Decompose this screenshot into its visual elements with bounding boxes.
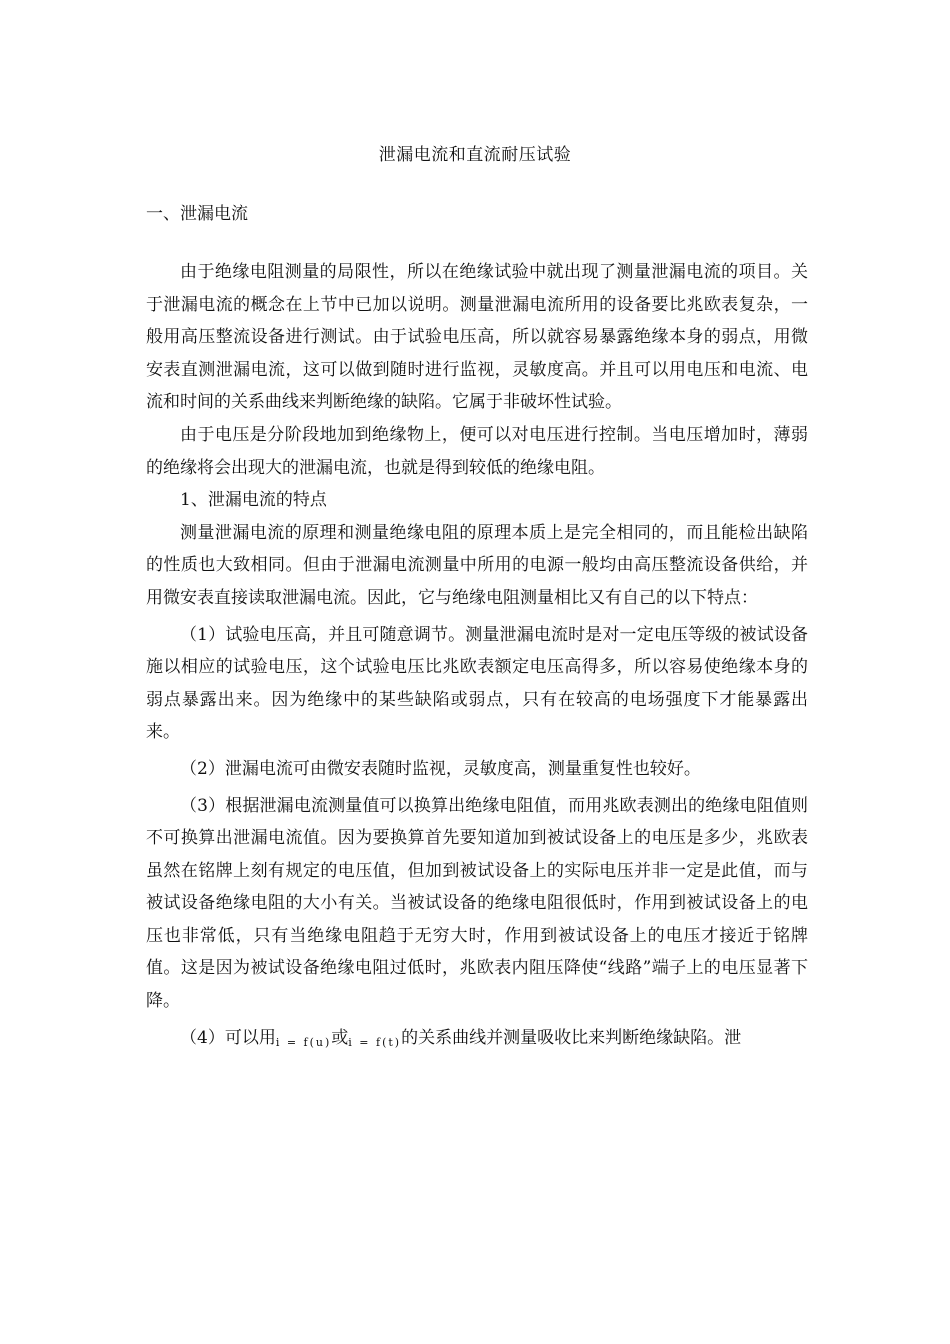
document-body (146, 256, 808, 1059)
subheading-characteristics: 1、泄漏电流的特点 (180, 490, 327, 511)
paragraph-point-2: （2）泄漏电流可由微安表随时监视，灵敏度高，测量重复性也较好。 (180, 758, 701, 779)
point-4-text-c: 的关系曲线并测量吸收比来判断绝缘缺陷。泄 (401, 1027, 742, 1048)
paragraph-point-4 (146, 1022, 808, 1060)
formula-i-f-t: i = f(t) (348, 1035, 402, 1049)
paragraph-point-3: （3）根据泄漏电流测量值可以换算出绝缘电阻值，而用兆欧表测出的绝缘电阻值则不可换算出泄漏电流值。因为要换算首先要知道加到被试设备上的电压是多少，兆欧表虽然在铭牌上刻有规定的电压值，但加到被试设备上的实际电压并非一定是此值，而与被试设备绝缘电阻的大小有关。当被试设备的绝缘电阻很低时，作用到被试设备上的电压也非常低，只有当绝缘电阻趋于无穷大时，作用到被试设备上的电压才接近于铭牌值。这是因为被试设备绝缘电阻过低时，兆欧表内阻压降使“线路”端子上的电压显著下降。 (146, 795, 808, 1012)
document-title: 泄漏电流和直流耐压试验 (378, 145, 572, 165)
paragraph-voltage-stages: 由于电压是分阶段地加到绝缘物上，便可以对电压进行控制。当电压增加时，薄弱的绝缘将会出现大的泄漏电流，也就是得到较低的绝缘电阻。 (146, 424, 808, 478)
formula-i-f-u: i = f(u) (275, 1035, 332, 1049)
paragraph-point-1: （1）试验电压高，并且可随意调节。测量泄漏电流时是对一定电压等级的被试设备施以相应的试验电压，这个试验电压比兆欧表额定电压高得多，所以容易使绝缘本身的弱点暴露出来。因为绝缘中的某些缺陷或弱点，只有在较高的电场强度下才能暴露出来。 (146, 624, 808, 743)
point-4-text-a: （4）可以用 (180, 1027, 276, 1048)
paragraph-intro: 由于绝缘电阻测量的局限性，所以在绝缘试验中就出现了测量泄漏电流的项目。关于泄漏电流的概念在上节中已加以说明。测量泄漏电流所用的设备要比兆欧表复杂，一般用高压整流设备进行测试。由于试验电压高，所以就容易暴露绝缘本身的弱点，用微安表直测泄漏电流，这可以做到随时进行监视，灵敏度高。并且可以用电压和电流、电流和时间的关系曲线来判断绝缘的缺陷。它属于非破坏性试验。 (146, 262, 808, 413)
point-4-text-b: 或 (331, 1027, 349, 1048)
section-heading: 一、泄漏电流 (146, 204, 248, 224)
paragraph-principle: 测量泄漏电流的原理和测量绝缘电阻的原理本质上是完全相同的，而且能检出缺陷的性质也大致相同。但由于泄漏电流测量中所用的电源一般均由高压整流设备供给，并用微安表直接读取泄漏电流。因此，它与绝缘电阻测量相比又有自己的以下特点： (146, 522, 808, 608)
